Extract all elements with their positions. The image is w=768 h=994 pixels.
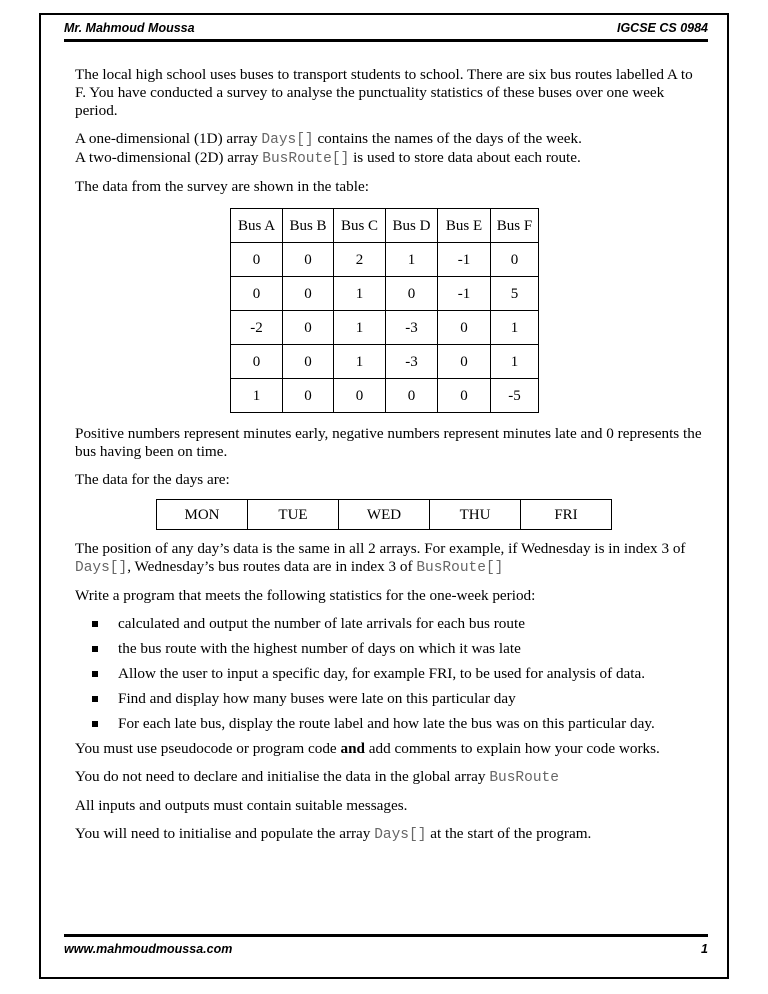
list-item: For each late bus, display the route label and how late the bus was on this particular day. [75,715,705,733]
day-cell: WED [339,500,430,530]
array-1d-line: A one-dimensional (1D) array Days[] contains the names of the days of the week. [75,130,582,148]
table-cell: 0 [438,379,491,413]
table-cell: 0 [438,345,491,379]
declare-note: You do not need to declare and initialise the data in the global array BusRoute [75,768,559,786]
table-row [157,500,612,530]
page-number: 1 [701,942,708,956]
day-cell: TUE [248,500,339,530]
table-row [231,277,539,311]
table-header-row [231,209,539,243]
table-cell: -3 [386,311,438,345]
table-cell: 1 [334,277,386,311]
table-row [231,345,539,379]
days-array-code: Days[] [261,132,314,148]
table-cell: 1 [386,243,438,277]
author-name: Mr. Mahmoud Moussa [64,21,195,35]
init-note: You will need to initialise and populate the array Days[] at the start of the program. [75,825,592,843]
header-cell: Bus B [283,209,334,243]
page-footer [64,934,708,957]
busroute-array-code: BusRoute[] [262,151,350,167]
table-row [231,311,539,345]
bus-data-table [230,208,539,413]
table-cell: 0 [438,311,491,345]
table-cell: -3 [386,345,438,379]
pseudocode-note: You must use pseudocode or program code and add comments to explain how your code works. [75,740,660,757]
table-cell: 1 [334,311,386,345]
course-code: IGCSE CS 0984 [616,21,708,35]
header-cell: Bus E [438,209,491,243]
document-body [75,66,705,844]
days-intro: The data for the days are: [75,471,230,488]
table-cell: 1 [231,379,283,413]
square-bullet-icon [92,696,98,702]
table-cell: 5 [491,277,539,311]
table-row [231,243,539,277]
task-intro: Write a program that meets the following statistics for the one-week period: [75,587,536,604]
io-note: All inputs and outputs must contain suitable messages. [75,797,408,814]
website-url: www.mahmoudmoussa.com [64,942,233,956]
square-bullet-icon [92,621,98,627]
list-item: the bus route with the highest number of days on which it was late [75,640,705,658]
position-paragraph: The position of any day’s data is the same in all 2 arrays. For example, if Wednesday is in index 3 of Days[], Wednesday’s bus routes data are in index 3 of BusRoute[] [75,540,686,576]
table-cell: 0 [231,277,283,311]
table-cell: 2 [334,243,386,277]
survey-intro: The data from the survey are shown in the table: [75,178,369,195]
days-array-code: Days[] [374,827,427,843]
table-cell: 0 [231,243,283,277]
table-cell: -1 [438,277,491,311]
table-cell: -1 [438,243,491,277]
header-cell: Bus D [386,209,438,243]
list-item: Allow the user to input a specific day, for example FRI, to be used for analysis of data. [75,665,705,683]
square-bullet-icon [92,721,98,727]
square-bullet-icon [92,646,98,652]
intro-paragraph: The local high school uses buses to transport students to school. There are six bus routes labelled A to F. You have conducted a survey to analyse the punctuality statistics of these buses over one week period. [75,66,693,119]
day-cell: MON [157,500,248,530]
table-cell: 0 [283,243,334,277]
table-cell: -5 [491,379,539,413]
table-cell: 0 [386,277,438,311]
header-cell: Bus F [491,209,539,243]
list-item: Find and display how many buses were late on this particular day [75,690,705,708]
days-table [156,499,612,530]
table-cell: 0 [283,311,334,345]
table-row [231,379,539,413]
busroute-array-code: BusRoute [489,770,559,786]
table-cell: 0 [386,379,438,413]
header-cell: Bus C [334,209,386,243]
table-cell: 0 [283,345,334,379]
table-cell: 0 [283,379,334,413]
table-cell: 0 [231,345,283,379]
table-cell: -2 [231,311,283,345]
busroute-array-code: BusRoute[] [416,560,504,576]
requirements-list [75,615,705,733]
day-cell: FRI [521,500,612,530]
table-cell: 1 [334,345,386,379]
table-cell: 1 [491,311,539,345]
table-cell: 0 [283,277,334,311]
day-cell: THU [430,500,521,530]
table-cell: 0 [491,243,539,277]
array-2d-line: A two-dimensional (2D) array BusRoute[] is used to store data about each route. [75,149,581,167]
page-header [64,17,708,42]
square-bullet-icon [92,671,98,677]
table-cell: 0 [334,379,386,413]
list-item: calculated and output the number of late arrivals for each bus route [75,615,705,633]
explanation-paragraph: Positive numbers represent minutes early, negative numbers represent minutes late and 0 represents the bus having been on time. [75,425,702,460]
header-cell: Bus A [231,209,283,243]
days-array-code: Days[] [75,560,128,576]
table-cell: 1 [491,345,539,379]
